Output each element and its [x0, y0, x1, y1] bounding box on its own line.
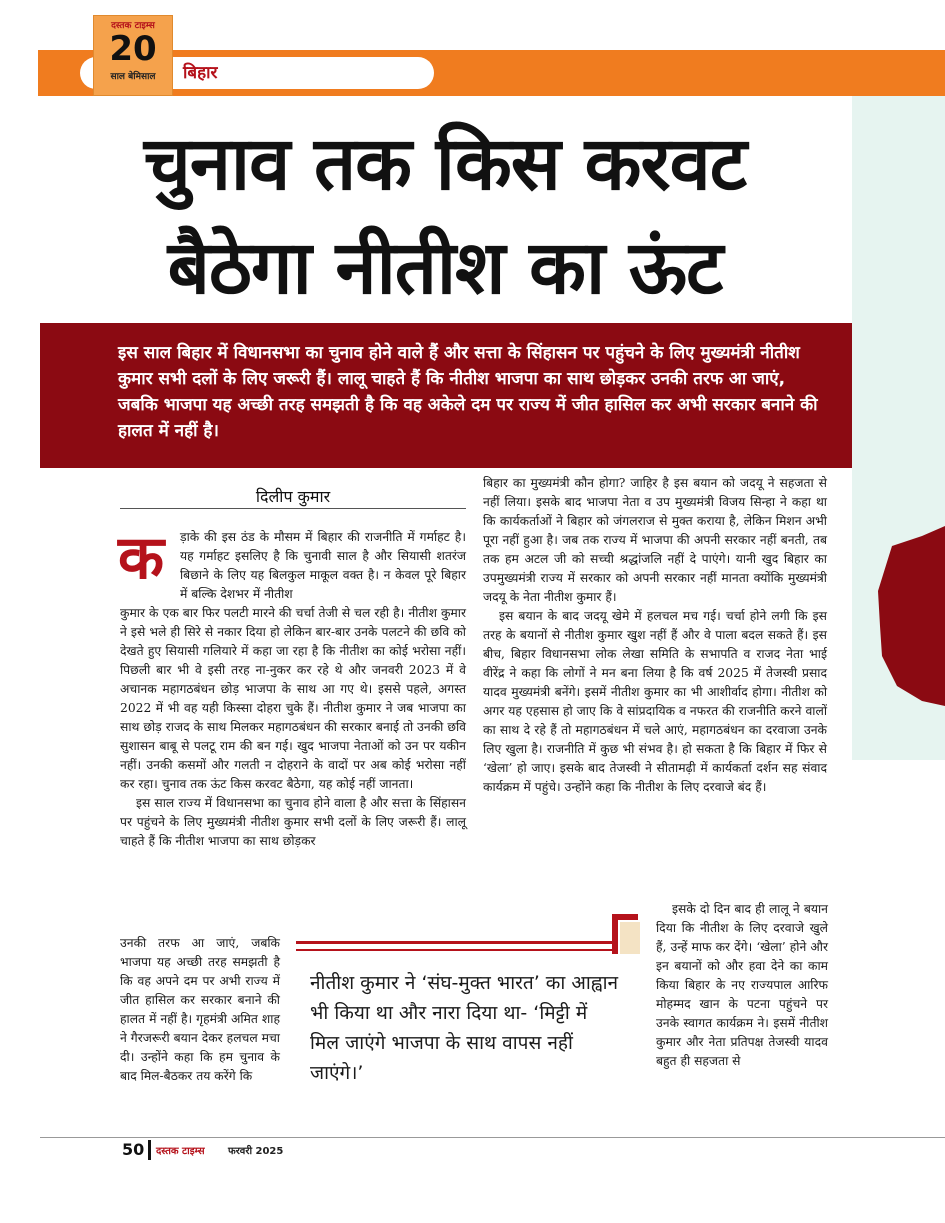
article-col1-main [120, 604, 466, 851]
article-col1-bottom [120, 934, 280, 1086]
article-col1-top [180, 528, 466, 604]
section-label: बिहार [183, 63, 218, 83]
footer-divider [40, 1137, 945, 1138]
article-paragraph: बिहार का मुख्यमंत्री कौन होगा? जाहिर है इस बयान को जदयू ने सहजता से नहीं लिया। इसके बाद भाजपा नेता व उप मुख्यमंत्री विजय सिन्हा ने कहा था कि कार्यकर्ताओं ने बिहार को जंगलराज से मुक्त कराया है, लेकिन मिशन अभी पूरा नहीं हुआ है। जब तक राज्य में भाजपा की अपनी सरकार नहीं बनती, तब तक हम अटल जी को सच्ची श्रद्धांजलि नहीं दे पाएंगे। यानी खुद बिहार का उपमुख्यमंत्री राज्य में सरकार को अपनी सरकार नहीं मानता क्योंकि मुख्यमंत्री जदयू के नेता नीतीश कुमार हैं। [483, 476, 827, 604]
article-paragraph: इसके दो दिन बाद ही लालू ने बयान दिया कि नीतीश के लिए दरवाजे खुले हैं, उन्हें माफ कर देंगे। ‘खेला’ होने और इन बयानों को और हवा देने का काम किया बिहार के नए राज्यपाल आरिफ मोहम्मद खान के पटना पहुंचने पर उनके स्वागत कार्यक्रम ने। इसमें नीतीश कुमार और नेता प्रतिपक्ष तेजस्वी यादव बहुत ही सहजता से [656, 902, 828, 1068]
quote-corner [612, 914, 618, 954]
byline: दिलीप कुमार [255, 487, 331, 506]
drop-cap: क [118, 523, 165, 593]
article-paragraph: इस बयान के बाद जदयू खेमे में हलचल मच गई। चर्चा होने लगी कि इस तरह के बयानों से नीतीश कुमार खुश नहीं हैं और वे पाला बदल सकते हैं। इस बीच, बिहार विधानसभा लोक लेखा समिति के सभापति व राजद नेता भाई वीरेंद्र ने कहा कि लोगों ने मन बना लिया है कि वर्ष 2025 में तेजस्वी प्रसाद यादव मुख्यमंत्री बनेंगे। इसमें नीतीश कुमार का भी आशीर्वाद होगा। नीतीश को अगर यह एहसास हो जाए कि वे सांप्रदायिक व नफरत की राजनीति करने वालों का साथ दे रहे हैं तो महागठबंधन में चले आएं, महागठबंधन का दरवाजा उनके लिए खुला है। राजनीति में कुछ भी संभव है। हो सकता है कि बिहार में फिर से ‘खेला’ हो जाए। इसके बाद तेजस्वी ने सीतामढ़ी में कार्यकर्ता दर्शन सह संवाद कार्यक्रम में पहुंचे। उन्होंने कहा कि नीतीश के लिए दरवाजे बंद हैं। [483, 609, 827, 794]
badge-subtitle: साल बेमिसाल [110, 72, 156, 82]
intro-text: इस साल बिहार में विधानसभा का चुनाव होने वाले हैं और सत्ता के सिंहासन पर पहुंचने के लिए मुख्यमंत्री नीतीश कुमार सभी दलों के लिए जरूरी हैं। लालू चाहते हैं कि नीतीश भाजपा का साथ छोड़कर उनकी तरफ आ जाएं, जबकि भाजपा यह अच्छी तरह समझती है कि वह अकेले दम पर राज्य में जीत हासिल कर अभी सरकार बनाने की हालत में नहीं है। [118, 343, 818, 441]
bihar-map-icon [852, 96, 945, 760]
article-paragraph: कुमार के एक बार फिर पलटी मारने की चर्चा तेजी से चल रही है। नीतीश कुमार ने इसे भले ही सिरे से नकार दिया हो लेकिन बार-बार उनके पलटने की छवि को देखते हुए सियासी गलियारे में कहा जा रहा है कि नीतीश का कोई भरोसा नहीं। पिछली बार भी वे इसी तरह ना-नुकर कर रहे थे और जनवरी 2023 में वे अचानक महागठबंधन छोड़ भाजपा के साथ आ गए थे। इससे पहले, अगस्त 2022 में भी वह यही किस्सा दोहरा चुके हैं। नीतीश कुमार ने जब भाजपा का साथ छोड़ राजद के साथ मिलकर महागठबंधन की सरकार बनाई तो उनकी छवि सुशासन बाबू से पलटू राम की बन गई। खुद भाजपा नेताओं को उन पर यकीन नहीं। उनकी कसमों और गलती न दोहराने के वादों पर अब कोई भरोसा नहीं कर रहा। चुनाव तक ऊंट किस करवट बैठेगा, यह कोई नहीं जानता। [120, 606, 466, 791]
headline-line-1: चुनाव तक किस करवट [143, 121, 747, 207]
badge-brand: दस्तक टाइम्स [111, 21, 155, 31]
quote-rule [296, 949, 614, 951]
article-paragraph: इस साल राज्य में विधानसभा का चुनाव होने वाला है और सत्ता के सिंहासन पर पहुंचने के लिए मुख्यमंत्री नीतीश कुमार सभी दलों के लिए जरूरी हैं। लालू चाहते हैं कि नीतीश भाजपा का साथ छोड़कर [120, 796, 466, 848]
anniversary-badge [93, 15, 173, 96]
article-paragraph: उनकी तरफ आ जाएं, जबकि भाजपा यह अच्छी तरह समझती है कि वह अपने दम पर अभी राज्य में जीत हासिल कर सरकार बनाने की हालत में नहीं है। गृहमंत्री अमित शाह ने गैरजरूरी बयान देकर हलचल मचा दी। उन्होंने कहा कि हम चुनाव के बाद मिल-बैठकर तय करेंगे कि [120, 936, 280, 1083]
quote-rule [296, 941, 614, 944]
byline-divider [120, 508, 466, 509]
pull-quote: नीतीश कुमार ने ‘संघ-मुक्त भारत’ का आह्वान भी किया था और नारा दिया था- ‘मिट्टी में मिल जाएंगे भाजपा के साथ वापस नहीं जाएंगे।’ [310, 972, 619, 1084]
footer-separator [148, 1140, 151, 1160]
article-col2-bottom [656, 900, 828, 1071]
page-number: 50 [122, 1140, 145, 1159]
headline-line-2: बैठेगा नीतीश का ऊंट [167, 225, 723, 311]
headline [40, 112, 850, 320]
quote-accent [620, 922, 640, 954]
badge-number: 20 [109, 29, 157, 69]
footer-date: फरवरी 2025 [228, 1146, 284, 1157]
footer-brand: दस्तक टाइम्स [156, 1146, 205, 1157]
article-paragraph: ड़ाके की इस ठंड के मौसम में बिहार की राजनीति में गर्माहट है। यह गर्माहट इसलिए है कि चुनावी साल है और सियासी शतरंज बिछाने के लिए यह बिलकुल माकूल वक्त है। न केवल पूरे बिहार में बल्कि देशभर में नीतीश [180, 530, 466, 601]
article-col2-main [483, 474, 827, 797]
